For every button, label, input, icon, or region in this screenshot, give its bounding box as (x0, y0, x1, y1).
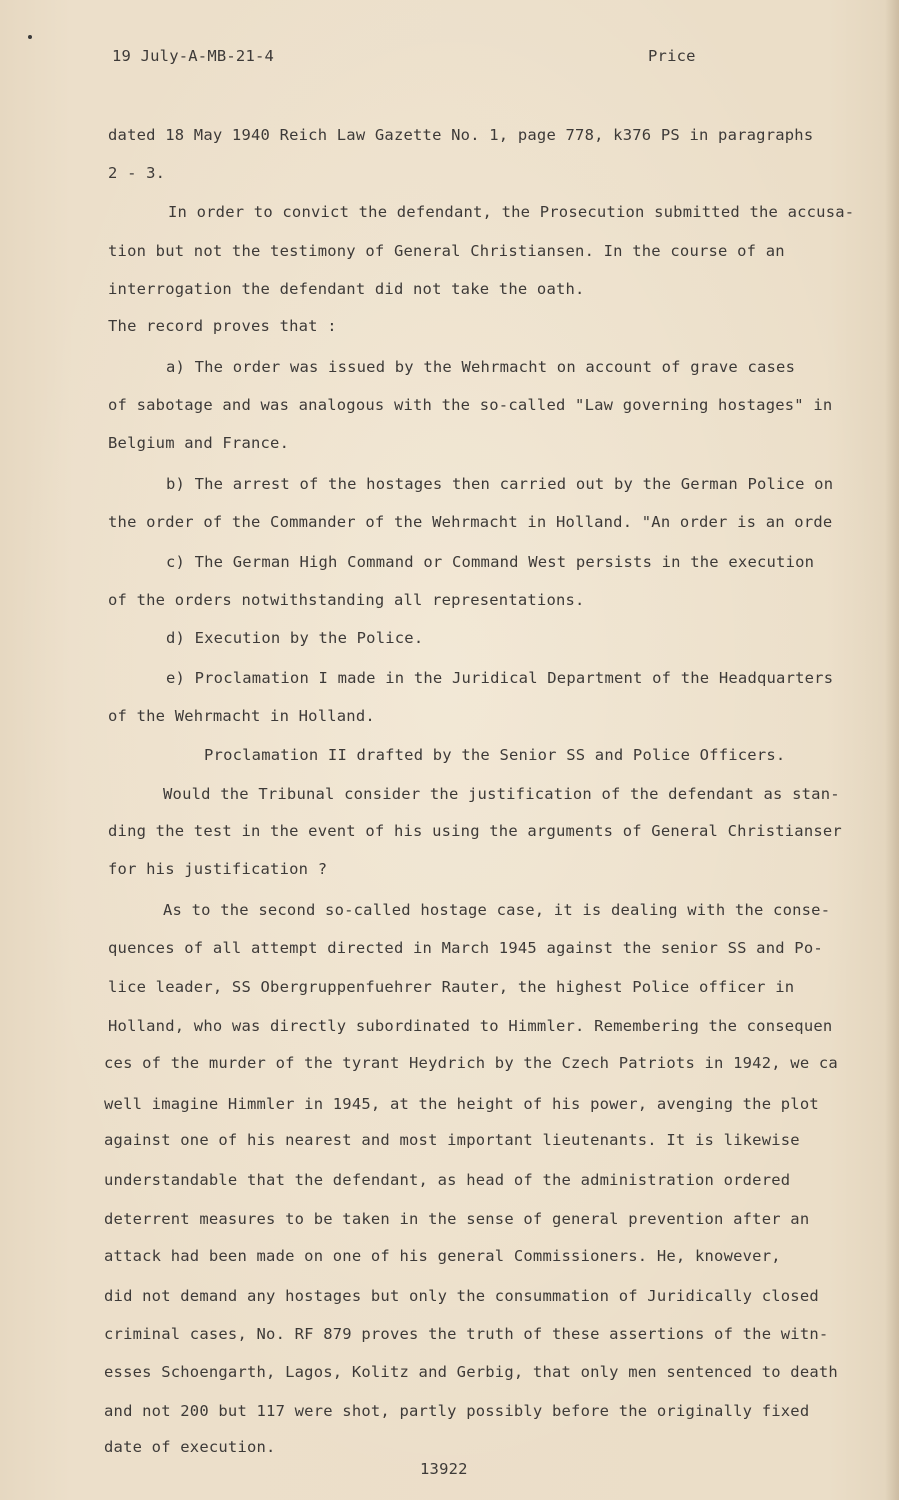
body-line: understandable that the defendant, as head of the administration ordered (104, 1171, 791, 1189)
body-line: ces of the murder of the tyrant Heydrich by the Czech Patriots in 1942, we ca (104, 1054, 838, 1072)
body-line: for his justification ? (108, 860, 328, 878)
body-line: d) Execution by the Police. (166, 629, 424, 647)
body-line: Belgium and France. (108, 434, 290, 452)
body-line: esses Schoengarth, Lagos, Kolitz and Gerbig, that only men sentenced to death (104, 1363, 838, 1381)
body-line: dated 18 May 1940 Reich Law Gazette No. 1, page 778, k376 PS in paragraphs (108, 126, 814, 144)
body-line: interrogation the defendant did not take the oath. (108, 280, 585, 298)
body-line: did not demand any hostages but only the consummation of Juridically closed (104, 1287, 819, 1305)
body-line: Holland, who was directly subordinated to Himmler. Remembering the consequen (108, 1017, 833, 1035)
body-line: lice leader, SS Obergruppenfuehrer Rauter, the highest Police officer in (108, 978, 795, 996)
body-line: As to the second so-called hostage case, it is dealing with the conse- (163, 901, 831, 919)
body-line: e) Proclamation I made in the Juridical Department of the Headquarters (166, 669, 834, 687)
body-line: 2 - 3. (108, 164, 166, 182)
body-line: quences of all attempt directed in March 1945 against the senior SS and Po- (108, 939, 823, 957)
body-line: of the orders notwithstanding all representations. (108, 591, 585, 609)
body-line: Proclamation II drafted by the Senior SS and Police Officers. (204, 746, 786, 764)
body-line: date of execution. (104, 1438, 276, 1456)
body-line: and not 200 but 117 were shot, partly possibly before the originally fixed (104, 1402, 810, 1420)
body-line: against one of his nearest and most important lieutenants. It is likewise (104, 1131, 800, 1149)
body-line: The record proves that : (108, 317, 337, 335)
body-line: In order to convict the defendant, the Prosecution submitted the accusa- (168, 203, 855, 221)
body-line: of the Wehrmacht in Holland. (108, 707, 375, 725)
body-line: deterrent measures to be taken in the sense of general prevention after an (104, 1210, 810, 1228)
body-line: tion but not the testimony of General Christiansen. In the course of an (108, 242, 785, 260)
page-edge-shadow (885, 0, 899, 1500)
body-line: attack had been made on one of his general Commissioners. He, knowever, (104, 1247, 781, 1265)
body-line: a) The order was issued by the Wehrmacht on account of grave cases (166, 358, 796, 376)
header-speaker-name: Price (648, 47, 696, 65)
body-line: well imagine Himmler in 1945, at the height of his power, avenging the plot (104, 1095, 819, 1113)
body-line: b) The arrest of the hostages then carried out by the German Police on (166, 475, 834, 493)
body-line: criminal cases, No. RF 879 proves the truth of these assertions of the witn- (104, 1325, 829, 1343)
body-line: Would the Tribunal consider the justification of the defendant as stan- (163, 785, 840, 803)
page-number: 13922 (420, 1460, 468, 1478)
body-line: the order of the Commander of the Wehrmacht in Holland. "An order is an orde (108, 513, 833, 531)
body-line: c) The German High Command or Command West persists in the execution (166, 553, 815, 571)
body-line: of sabotage and was analogous with the so-called "Law governing hostages" in (108, 396, 833, 414)
header-document-code: 19 July-A-MB-21-4 (112, 47, 275, 65)
body-line: ding the test in the event of his using the arguments of General Christianser (108, 822, 842, 840)
punch-mark (28, 35, 32, 39)
